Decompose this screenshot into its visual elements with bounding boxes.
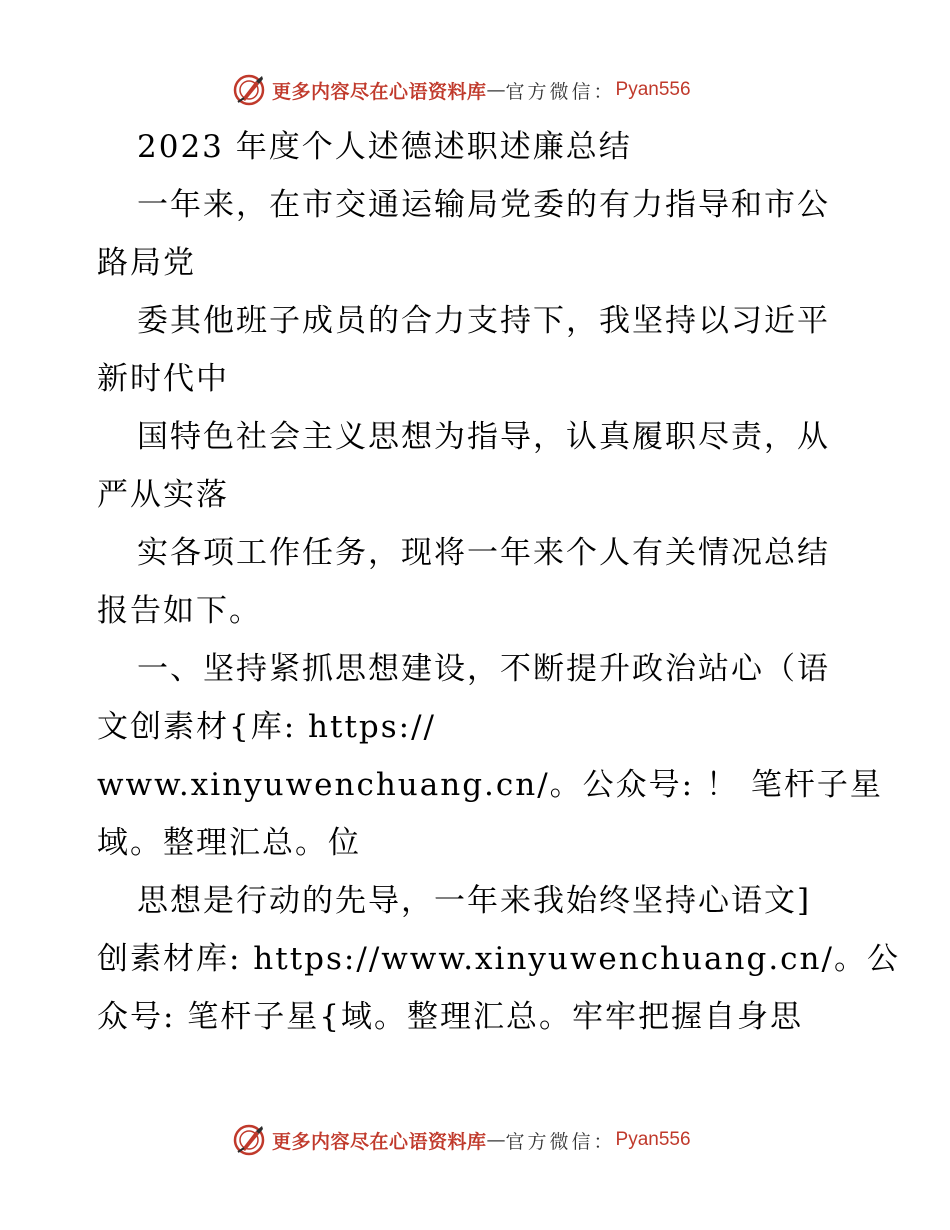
section-heading: 一、坚持紧抓思想建设，不断提升政治站心（语 <box>137 651 830 687</box>
header-separator: — <box>486 79 506 101</box>
text-line: 国特色社会主义思想为指导，认真履职尽责，从 <box>137 419 830 455</box>
header-brand-text: 更多内容尽在心语资料库 <box>272 80 487 103</box>
text-line: 域。整理汇总。位 <box>97 825 361 861</box>
document-title: 2023 年度个人述德述职述廉总结 <box>137 129 632 165</box>
text-line: 新时代中 <box>97 361 229 397</box>
quill-pen-logo-icon <box>232 73 266 107</box>
text-line: 众号: 笔杆子星{域。整理汇总。牢牢把握自身思 <box>97 999 804 1035</box>
footer-banner <box>232 1120 691 1160</box>
text-line: 文创素材{库: https:// <box>97 709 436 745</box>
footer-separator: — <box>486 1129 506 1151</box>
header-wechat-id: Pyan556 <box>615 79 691 100</box>
footer-brand-text: 更多内容尽在心语资料库 <box>272 1130 487 1153</box>
text-line: 委其他班子成员的合力支持下，我坚持以习近平 <box>137 303 830 339</box>
text-line: www.xinyuwenchuang.cn/。公众号: ！ 笔杆子星 <box>97 767 883 803</box>
text-line: 思想是行动的先导，一年来我始终坚持心语文] <box>137 883 812 919</box>
quill-pen-logo-icon <box>232 1123 266 1157</box>
document-body <box>97 118 900 1046</box>
text-line: 严从实落 <box>97 477 229 513</box>
text-line: 路局党 <box>97 245 196 281</box>
text-line: 一年来，在市交通运输局党委的有力指导和市公 <box>137 187 830 223</box>
text-line: 报告如下。 <box>97 593 262 629</box>
header-banner <box>232 70 691 110</box>
text-line: 实各项工作任务，现将一年来个人有关情况总结 <box>137 535 830 571</box>
footer-wechat-id: Pyan556 <box>615 1129 691 1150</box>
footer-wechat-label: 官方微信： <box>505 1130 616 1153</box>
header-wechat-label: 官方微信： <box>505 80 616 103</box>
text-line: 创素材库: https://www.xinyuwenchuang.cn/。公 <box>97 941 900 977</box>
